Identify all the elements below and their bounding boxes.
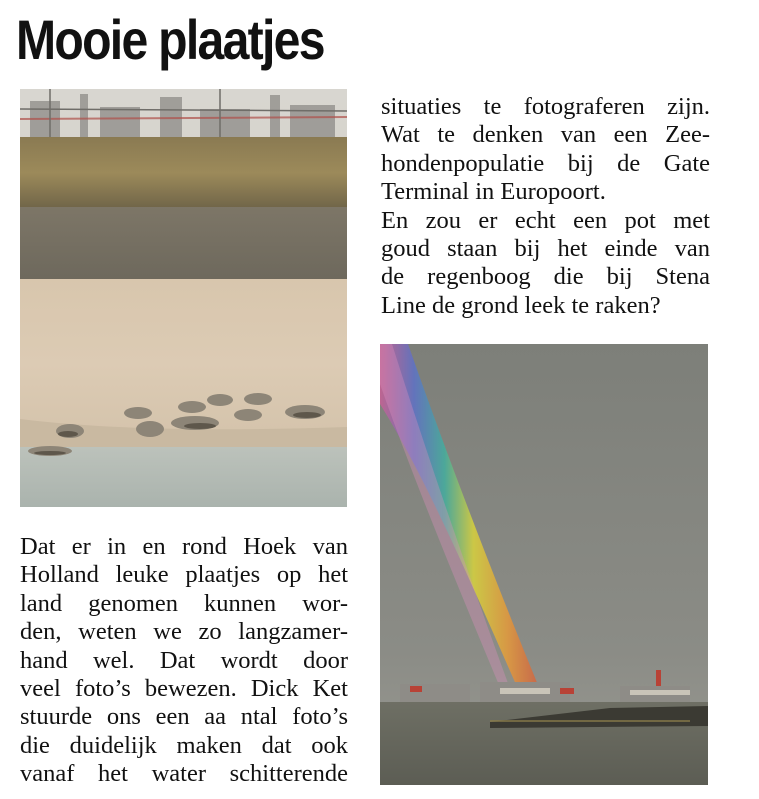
text-line: de regenboog die bij Stena bbox=[381, 263, 710, 291]
text-line: Terminal in Europoort. bbox=[381, 178, 606, 206]
text-line: land genomen kunnen wor- bbox=[20, 589, 348, 617]
text-line: goud staan bij het einde van bbox=[381, 235, 710, 263]
text-line: En zou er echt een pot met bbox=[381, 206, 710, 234]
text-line: vanaf het water schitterende bbox=[20, 760, 348, 788]
text-line: Holland leuke plaatjes op het bbox=[20, 561, 348, 589]
text-line: Line de grond leek te raken? bbox=[381, 291, 661, 319]
headline: Mooie plaatjes bbox=[16, 8, 324, 71]
seals-image bbox=[20, 89, 347, 507]
photo-seals bbox=[20, 89, 347, 507]
text-line: Dat er in en rond Hoek van bbox=[20, 533, 348, 560]
text-line: veel foto’s bewezen. Dick Ket bbox=[20, 675, 348, 703]
text-line: situaties te fotograferen zijn. bbox=[381, 93, 710, 120]
text-line: stuurde ons een aa ntal foto’s bbox=[20, 703, 348, 731]
body-text-left-column bbox=[20, 533, 348, 789]
body-text-right-column bbox=[381, 93, 710, 320]
text-line: hand wel. Dat wordt door bbox=[20, 646, 348, 674]
rainbow-image bbox=[380, 344, 708, 785]
text-line: den, weten we zo langzamer- bbox=[20, 618, 348, 646]
text-line: Wat te denken van een Zee- bbox=[381, 121, 710, 149]
text-line: hondenpopulatie bij de Gate bbox=[381, 149, 710, 177]
text-line: die duidelijk maken dat ook bbox=[20, 731, 348, 759]
photo-rainbow bbox=[380, 344, 708, 785]
